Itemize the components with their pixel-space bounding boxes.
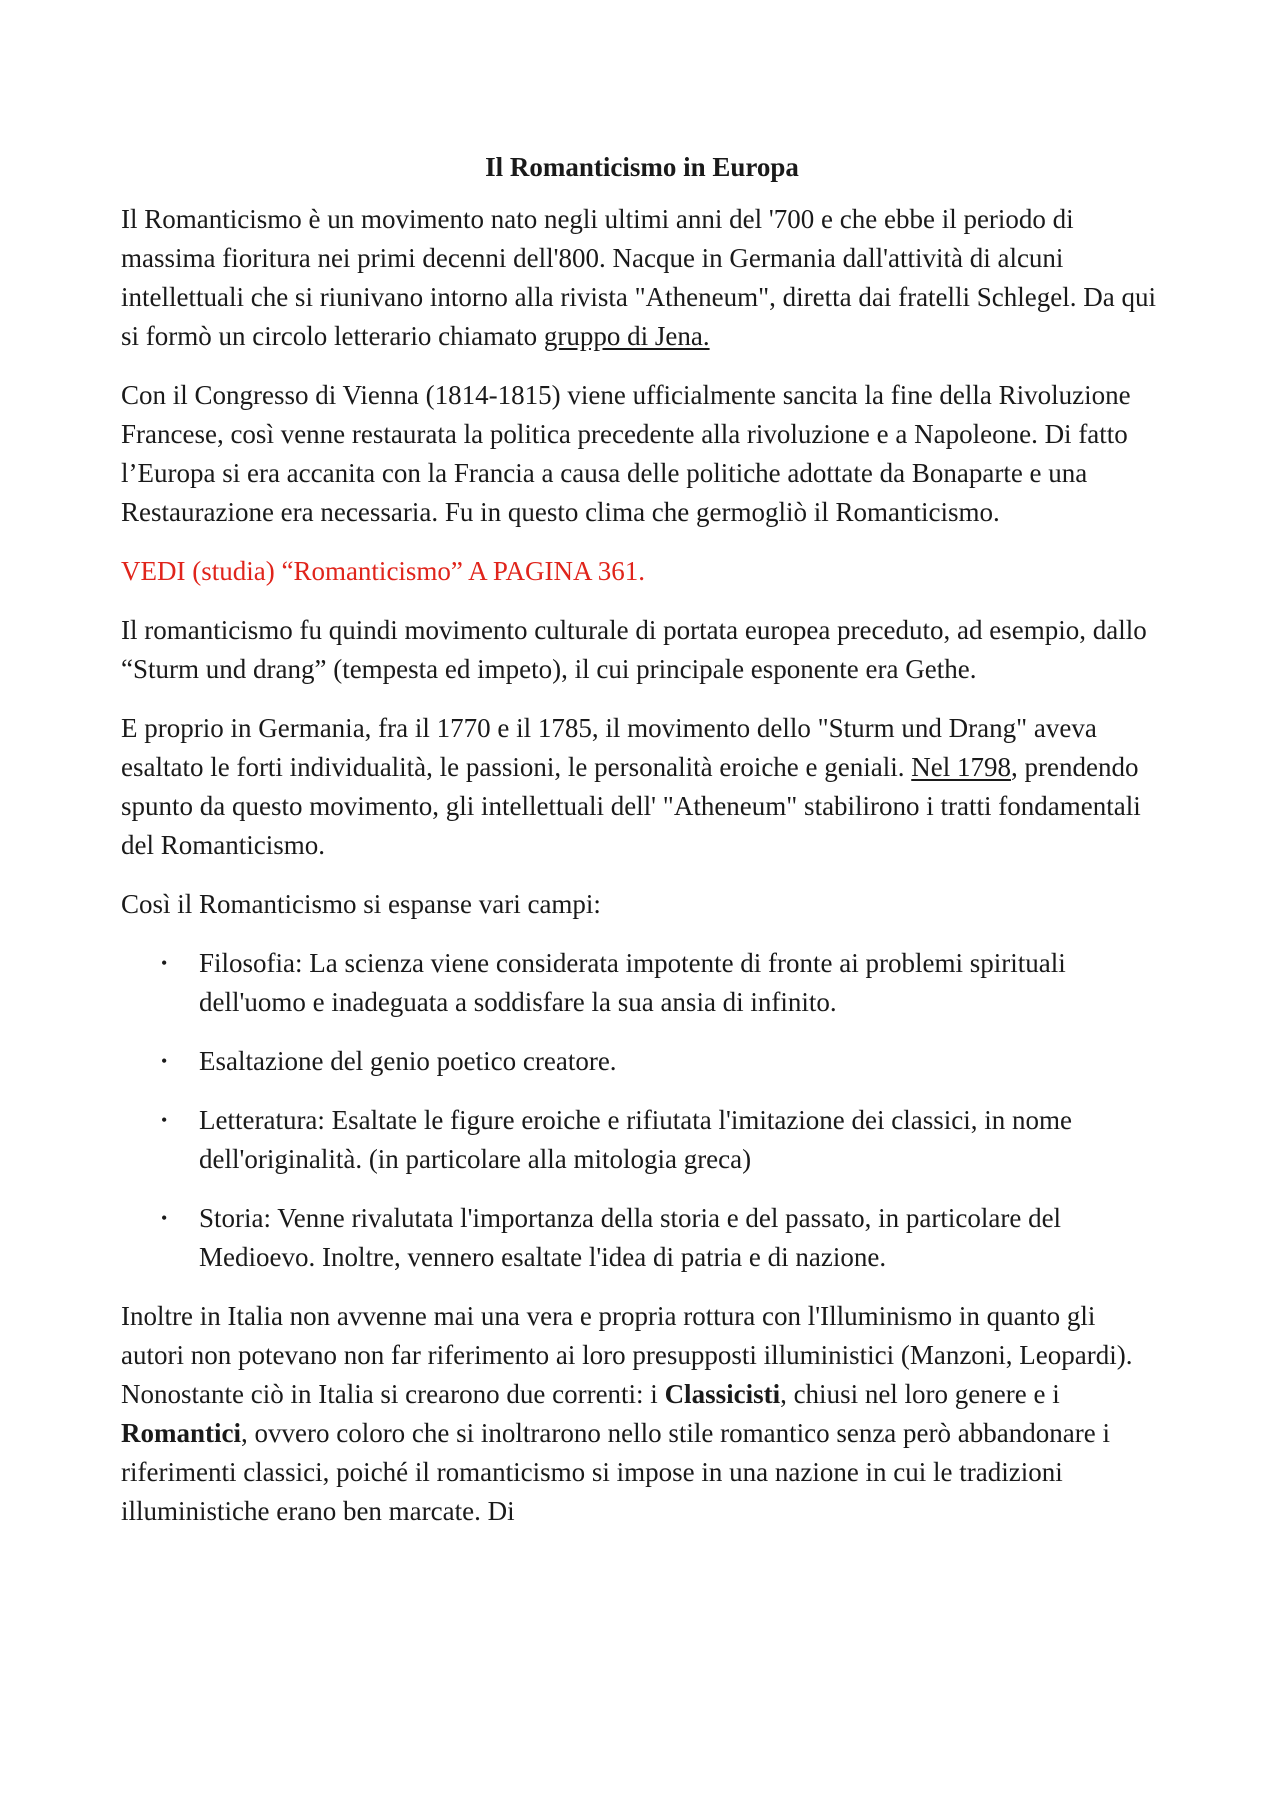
gruppo-di-jena-underlined: gruppo di Jena. — [543, 321, 710, 351]
paragraph-italia-text-2: , chiusi nel loro genere e i — [780, 1379, 1060, 1409]
romantici-bold: Romantici — [121, 1418, 241, 1448]
bullet-item-text: Storia: Venne rivalutata l'importanza della storia e del passato, in particolare del Medioevo. Inoltre, vennero esaltate l'idea di patria e di nazione. — [199, 1203, 1062, 1272]
bullet-icon: • — [161, 953, 168, 973]
paragraph-germania-text-after: , prendendo spunto da questo movimento, gli intellettuali dell' "Atheneum" stabilirono i tratti fondamentali del Romanticismo. — [121, 752, 1141, 860]
bullet-item-text: Filosofia: La scienza viene considerata impotente di fronte ai problemi spirituali dell'uomo e inadeguata a soddisfare la sua ansia di infinito. — [199, 948, 1066, 1017]
bullet-icon: • — [161, 1110, 168, 1130]
paragraph-campi: Così il Romanticismo si espanse vari campi: — [121, 889, 601, 919]
paragraph-congresso-vienna: Con il Congresso di Vienna (1814-1815) viene ufficialmente sancita la fine della Rivoluzione Francese, così venne restaurata la politica precedente alla rivoluzione e a Napoleone. Di fatto l’Europa si era accanita con la Francia a causa delle politiche adottate da Bonaparte e una Restaurazione era necessaria. Fu in questo clima che germogliò il Romanticismo. — [121, 380, 1131, 527]
paragraph-italia — [121, 1297, 1163, 1531]
paragraph-intro-text: Il Romanticismo è un movimento nato negli ultimi anni del '700 e che ebbe il periodo di massima fioritura nei primi decenni dell'800. Nacque in Germania dall'attività di alcuni intellettuali che si riunivano intorno alla rivista "Atheneum", diretta dai fratelli Schlegel. Da qui si formò un circolo letterario chiamato — [121, 204, 1156, 351]
bullet-item-text: Esaltazione del genio poetico creatore. — [199, 1046, 617, 1076]
campi-bullet-list — [121, 944, 1163, 1277]
nel-1798-underlined: Nel 1798 — [911, 752, 1011, 782]
paragraph-sturm-und-drang: Il romanticismo fu quindi movimento culturale di portata europea preceduto, ad esempio, dallo “Sturm und drang” (tempesta ed impeto), il cui principale esponente era Gethe. — [121, 615, 1147, 684]
paragraph-intro — [121, 200, 1163, 356]
paragraph-italia-text-3: , ovvero coloro che si inoltrarono nello stile romantico senza però abbandonare i riferimenti classici, poiché il romanticismo si impose in una nazione in cui le tradizioni illuministiche erano ben marcate. Di — [121, 1418, 1110, 1526]
bullet-item-text: Letteratura: Esaltate le figure eroiche e rifiutata l'imitazione dei classici, in nome dell'originalità. (in particolare alla mitologia greca) — [199, 1105, 1072, 1174]
paragraph-germania — [121, 709, 1163, 865]
paragraph-italia-text-1: Inoltre in Italia non avvenne mai una vera e propria rottura con l'Illuminismo in quanto gli autori non potevano non far riferimento ai loro presupposti illuministici (Manzoni, Leopardi). Nonostante ciò in Italia si crearono due correnti: i — [121, 1301, 1133, 1409]
classicisti-bold: Classicisti — [664, 1379, 781, 1409]
study-note: VEDI (studia) “Romanticismo” A PAGINA 361. — [121, 556, 645, 586]
bullet-item-filosofia — [121, 944, 1163, 1022]
bullet-item-letteratura — [121, 1101, 1163, 1179]
paragraph-germania-text-before: E proprio in Germania, fra il 1770 e il 1785, il movimento dello "Sturm und Drang" aveva esaltato le forti individualità, le passioni, le personalità eroiche e geniali. — [121, 713, 1097, 782]
bullet-item-storia — [121, 1199, 1163, 1277]
document-page — [121, 148, 1163, 1551]
bullet-icon: • — [161, 1208, 168, 1228]
bullet-item-genio — [121, 1042, 1163, 1081]
bullet-icon: • — [161, 1051, 168, 1071]
document-title: Il Romanticismo in Europa — [485, 152, 799, 182]
